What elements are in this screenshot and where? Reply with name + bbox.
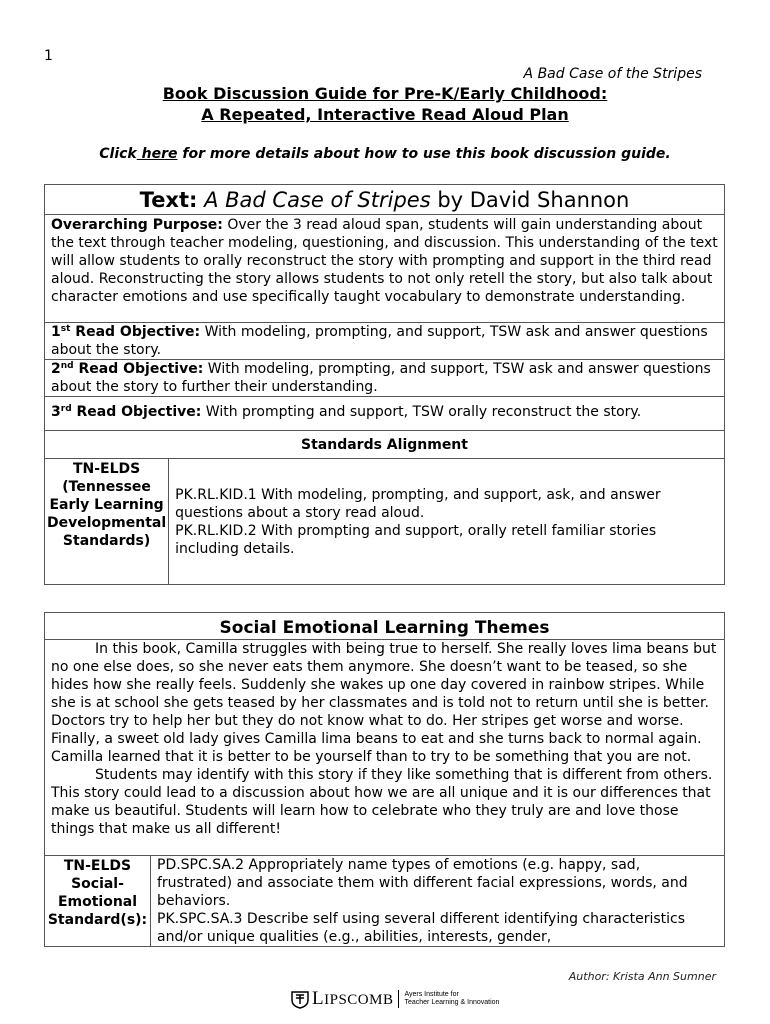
sel-header-row xyxy=(45,613,725,640)
seal-icon xyxy=(290,989,310,1009)
text-title-cell xyxy=(45,185,725,215)
logo-subtitle-line-2: Teacher Learning & Innovation xyxy=(404,999,500,1006)
sel-standards-label: TN-ELDS Social-Emotional Standard(s): xyxy=(45,856,151,947)
sel-header: Social Emotional Learning Themes xyxy=(45,613,725,640)
objective-2-sup: nd xyxy=(60,361,74,371)
objective-3-label: Read Objective: xyxy=(71,404,202,420)
document-title-line-2: A Repeated, Interactive Read Aloud Plan xyxy=(201,105,569,124)
purpose-text: Over the 3 read aloud span, students will gain understanding about the text through teacher modeling, questioning, and discussion. This understanding of the text will allow students to orally reconstruct the story with prompting and support in the third read aloud. Reconstructing the story allows students to not only retell the story, but also talk about character emotions and use specifically taught vocabulary to demonstrate understanding. xyxy=(51,217,718,305)
book-title: A Bad Case of Stripes xyxy=(204,188,431,212)
logo-subtitle-line-1: Ayers Institute for xyxy=(404,991,459,998)
objective-row-3 xyxy=(45,397,725,431)
objective-3-num: 3 xyxy=(51,404,61,420)
standards-row xyxy=(45,459,725,585)
author-credit: Author: Krista Ann Sumner xyxy=(568,970,716,983)
standards-label: TN-ELDS (Tennessee Early Learning Developmental Standards) xyxy=(45,459,169,585)
standards-text-cell xyxy=(169,459,725,585)
sel-standard-line: PK.SPC.SA.3 Describe self using several different identifying characteristics and/or unique qualities (e.g., abilities, interests, gender, xyxy=(157,911,686,945)
objective-cell-2 xyxy=(45,360,725,397)
standard-line: PK.RL.KID.1 With modeling, prompting, and support, ask, and answer questions about a story read aloud. xyxy=(175,486,661,521)
objective-3-sup: rd xyxy=(60,404,72,414)
objective-2-label: Read Objective: xyxy=(73,361,204,377)
document-title-line-1: Book Discussion Guide for Pre-K/Early Childhood: xyxy=(162,84,608,103)
sel-standards-text-cell xyxy=(151,856,725,947)
sel-body-cell xyxy=(45,640,725,856)
objective-cell-1 xyxy=(45,323,725,360)
click-note-after: for more details about how to use this book discussion guide. xyxy=(177,146,671,162)
objective-1-num: 1 xyxy=(51,324,61,340)
sel-standards-row xyxy=(45,856,725,947)
objective-1-text: With modeling, prompting, and support, TSW ask and answer questions about the story. xyxy=(51,324,708,358)
click-note xyxy=(0,146,770,162)
text-label: Text: xyxy=(139,188,198,212)
running-title: A Bad Case of the Stripes xyxy=(523,66,702,82)
click-note-before: Click xyxy=(99,146,137,162)
standards-header-row xyxy=(45,431,725,459)
objective-2-text: With modeling, prompting, and support, TSW ask and answer questions about the story to further their understanding. xyxy=(51,361,711,395)
objective-row-2 xyxy=(45,360,725,397)
sel-paragraph-2: Students may identify with this story if they like something that is different from others. This story could lead to a discussion about how we are all unique and it is our differences that make us beautiful. Students will learn how to celebrate who they truly are and love those things that make us all different! xyxy=(51,767,713,837)
objective-row-1 xyxy=(45,323,725,360)
objective-2-num: 2 xyxy=(51,361,61,377)
here-link[interactable]: here xyxy=(136,146,178,162)
logo-divider xyxy=(398,990,399,1008)
standard-line: PK.RL.KID.2 With prompting and support, orally retell familiar stories including details. xyxy=(175,522,657,557)
logo-subtitle xyxy=(404,991,499,1007)
book-author: by David Shannon xyxy=(430,188,630,212)
objective-1-label: Read Objective: xyxy=(70,324,201,340)
logo-wordmark-rest: IPSCOMB xyxy=(324,991,394,1008)
sel-paragraph-1: In this book, Camilla struggles with being true to herself. She really loves lima beans but no one else does, so she never eats them anymore. She doesn’t want to be teased, so she hides how she really feels. Suddenly she wakes up one day covered in rainbow stripes. While she is at school she gets teased by her classmates and is told not to return until she is better. Doctors try to help her but they do not know what to do. Her stripes get worse and worse. Finally, a sweet old lady gives Camilla lima beans to eat and she turns back to normal again. Camilla learned that it is better to be yourself than to try to be something that you are not. xyxy=(51,641,717,765)
objective-3-text: With prompting and support, TSW orally reconstruct the story. xyxy=(201,404,642,420)
objective-cell-3 xyxy=(45,397,725,431)
sel-themes-table xyxy=(44,612,725,947)
text-row xyxy=(45,185,725,215)
lipscomb-logo xyxy=(290,988,499,1010)
page-number: 1 xyxy=(44,48,53,64)
objective-1-sup: st xyxy=(60,324,71,334)
purpose-label: Overarching Purpose: xyxy=(51,217,223,233)
logo-wordmark-initial: L xyxy=(312,987,325,1009)
standards-header: Standards Alignment xyxy=(45,431,725,459)
purpose-row xyxy=(45,215,725,323)
text-overview-table xyxy=(44,184,725,585)
sel-standard-line: PD.SPC.SA.2 Appropriately name types of emotions (e.g. happy, sad, frustrated) and associate them with different facial expressions, words, and behaviors. xyxy=(157,857,688,909)
purpose-cell xyxy=(45,215,725,323)
logo-wordmark xyxy=(312,989,393,1010)
sel-body-row xyxy=(45,640,725,856)
